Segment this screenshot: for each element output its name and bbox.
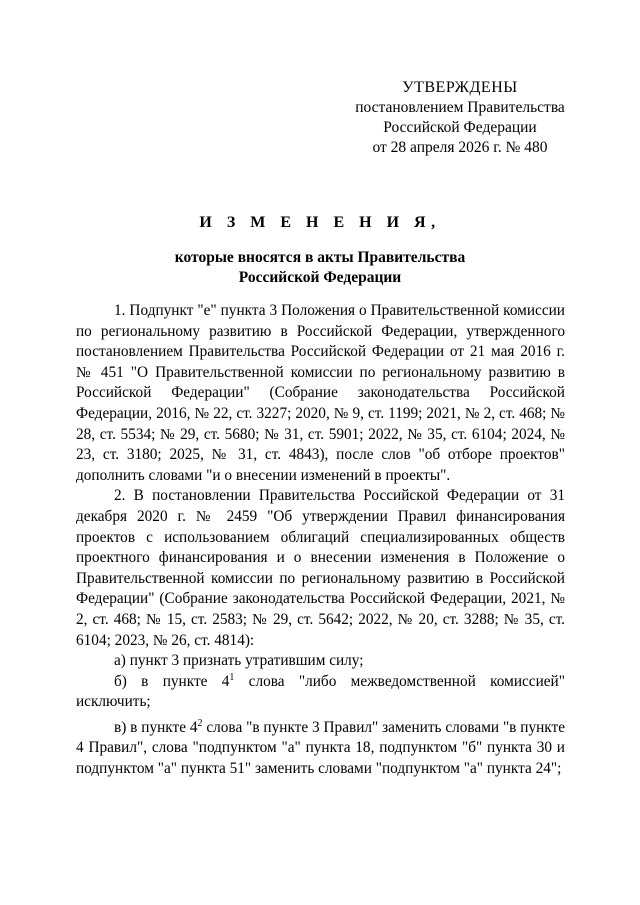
superscript-number: 1 [229, 671, 235, 683]
approval-line: постановлением Правительства [355, 99, 565, 116]
approval-stamp [340, 78, 580, 158]
approval-date-number: от 28 апреля 2026 г. № 480 [372, 139, 548, 156]
paragraph-item-1: 1. Подпункт "е" пункта 3 Положения о Правительственной комиссии по региональному развитию в Российской Федерации, утвержденного постановлением Правительства Российской Федерации от 21 мая 2016 г. № 451 "О Правительственной комиссии по региональному развитию в Российской Федерации" (Собрание законодательства Российской Федерации, 2016, № 22, ст. 3227; 2020, № 9, ст. 1199; 2021, № 2, ст. 468; № 28, ст. 5534; № 29, ст. 5680; № 31, ст. 5901; 2022, № 35, ст. 6104; 2024, № 23, ст. 3180; 2025, № 31, ст. 4843), после слов "об отборе проектов" дополнить словами "и о внесении изменений в проекты". [76, 302, 565, 484]
document-title-block [0, 213, 640, 288]
paragraph-item-2: 2. В постановлении Правительства Российской Федерации от 31 декабря 2020 г. № 2459 "Об утверждении Правил финансирования проектов с использованием облигаций специализированных обществ проектного финансирования и о внесении изменения в Положение о Правительственной комиссии по региональному развитию в Российской Федерации" (Собрание законодательства Российской Федерации, 2021, № 2, ст. 468; № 15, ст. 2583; № 29, ст. 5642; 2022, № 20, ст. 3288; № 35, ст. 6104; 2023, № 26, ст. 4814): [76, 487, 565, 649]
approval-heading: УТВЕРЖДЕНЫ [402, 79, 518, 96]
document-subtitle-line: Российской Федерации [238, 269, 402, 286]
approval-line: Российской Федерации [383, 119, 537, 136]
subparagraph-c-text: слова "в пункте 3 Правил" заменить словами "в пункте 4 Правил", слова "подпунктом "а" пункта 18, подпунктом "б" пункта 30 и подпунктом "а" пункта 51" заменить словами "подпунктом "а" пункта 24"; [76, 718, 565, 778]
document-subtitle-line: которые вносятся в акты Правительства [174, 249, 466, 266]
subparagraph-a: а) пункт 3 признать утратившим силу; [114, 652, 364, 670]
subparagraph-c [76, 718, 565, 780]
superscript-number: 2 [197, 717, 203, 729]
document-title: И З М Е Н Е Н И Я, [199, 214, 441, 231]
subparagraph-b-text: слова "либо межведомственной комиссией" исключить; [76, 672, 565, 711]
document-subtitle [0, 248, 640, 288]
subparagraph-c-text: в) в пункте 4 [114, 718, 198, 736]
subparagraph-b [76, 672, 565, 713]
document-body [76, 301, 565, 780]
subparagraph-b-text: б) в пункте 4 [114, 672, 230, 690]
